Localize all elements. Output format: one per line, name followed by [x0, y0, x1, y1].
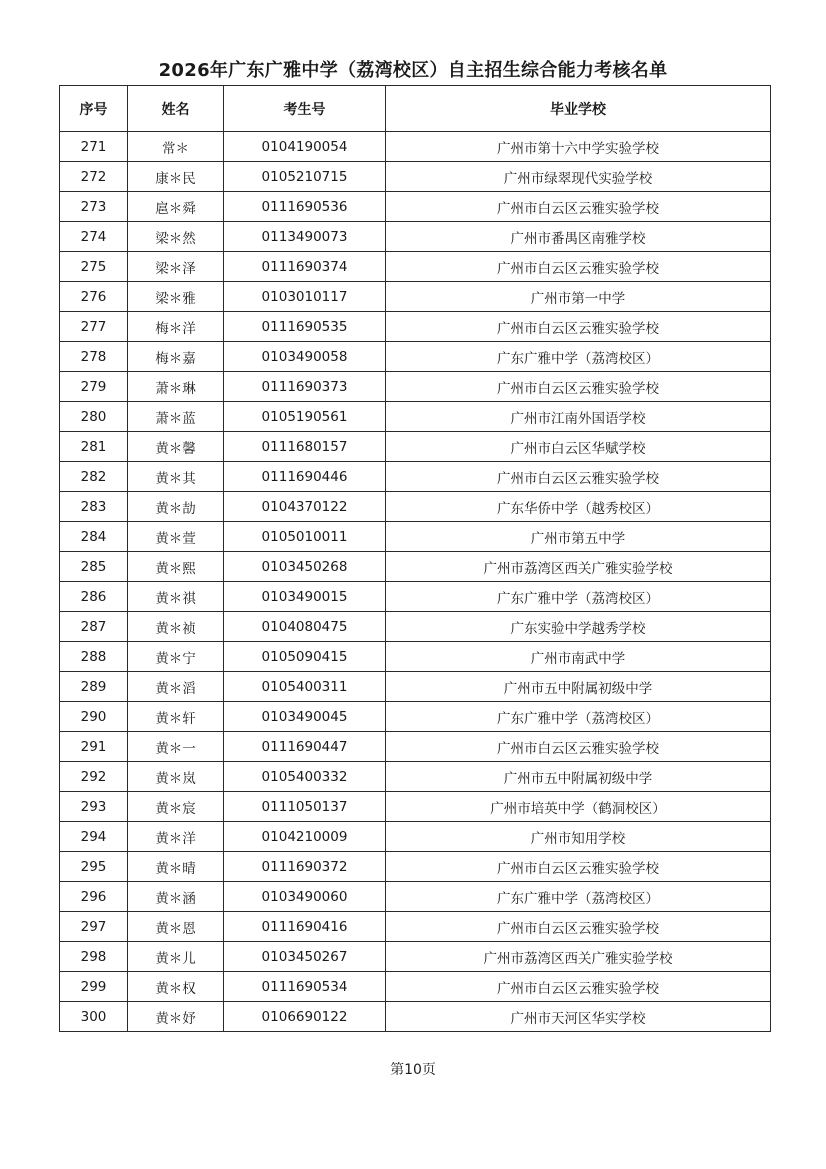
cell-seq: 284 [60, 522, 128, 552]
cell-seq: 299 [60, 972, 128, 1002]
cell-name: 黄＊劼 [128, 492, 224, 522]
table-row [60, 282, 771, 312]
cell-exam-id: 0111690372 [224, 852, 386, 882]
cell-school: 广州市白云区云雅实验学校 [386, 462, 771, 492]
cell-seq: 297 [60, 912, 128, 942]
cell-seq: 282 [60, 462, 128, 492]
table-header [60, 86, 771, 132]
cell-name: 梁＊然 [128, 222, 224, 252]
cell-school: 广州市南武中学 [386, 642, 771, 672]
cell-school: 广州市白云区云雅实验学校 [386, 192, 771, 222]
table-row [60, 402, 771, 432]
cell-name: 萧＊蓝 [128, 402, 224, 432]
cell-exam-id: 0105010011 [224, 522, 386, 552]
cell-seq: 277 [60, 312, 128, 342]
cell-name: 梅＊嘉 [128, 342, 224, 372]
cell-seq: 271 [60, 132, 128, 162]
cell-school: 广州市五中附属初级中学 [386, 762, 771, 792]
table-row [60, 462, 771, 492]
table-row [60, 642, 771, 672]
table-row [60, 132, 771, 162]
cell-school: 广州市白云区云雅实验学校 [386, 972, 771, 1002]
table-row [60, 222, 771, 252]
cell-exam-id: 0105190561 [224, 402, 386, 432]
table-row [60, 192, 771, 222]
cell-exam-id: 0111050137 [224, 792, 386, 822]
cell-seq: 298 [60, 942, 128, 972]
cell-exam-id: 0111690447 [224, 732, 386, 762]
cell-exam-id: 0111690535 [224, 312, 386, 342]
cell-name: 黄＊祯 [128, 612, 224, 642]
table-row [60, 582, 771, 612]
cell-seq: 290 [60, 702, 128, 732]
cell-seq: 294 [60, 822, 128, 852]
cell-school: 广州市知用学校 [386, 822, 771, 852]
cell-school: 广州市第五中学 [386, 522, 771, 552]
cell-seq: 287 [60, 612, 128, 642]
cell-seq: 291 [60, 732, 128, 762]
cell-name: 康＊民 [128, 162, 224, 192]
table-row [60, 162, 771, 192]
cell-name: 梁＊雅 [128, 282, 224, 312]
cell-school: 广州市培英中学（鹤洞校区） [386, 792, 771, 822]
cell-seq: 293 [60, 792, 128, 822]
cell-exam-id: 0103490060 [224, 882, 386, 912]
cell-seq: 280 [60, 402, 128, 432]
cell-exam-id: 0113490073 [224, 222, 386, 252]
cell-exam-id: 0111690534 [224, 972, 386, 1002]
cell-seq: 296 [60, 882, 128, 912]
cell-name: 黄＊馨 [128, 432, 224, 462]
cell-exam-id: 0103490058 [224, 342, 386, 372]
cell-school: 广东实验中学越秀学校 [386, 612, 771, 642]
cell-exam-id: 0105400311 [224, 672, 386, 702]
cell-name: 黄＊一 [128, 732, 224, 762]
cell-school: 广东广雅中学（荔湾校区） [386, 882, 771, 912]
cell-name: 黄＊晴 [128, 852, 224, 882]
cell-name: 梅＊洋 [128, 312, 224, 342]
header-name: 姓名 [128, 86, 224, 132]
table-row [60, 732, 771, 762]
cell-name: 黄＊熙 [128, 552, 224, 582]
cell-exam-id: 0105400332 [224, 762, 386, 792]
cell-seq: 274 [60, 222, 128, 252]
cell-seq: 273 [60, 192, 128, 222]
cell-seq: 286 [60, 582, 128, 612]
table-row [60, 312, 771, 342]
cell-school: 广州市白云区华赋学校 [386, 432, 771, 462]
table-body [60, 132, 771, 1032]
table-row [60, 942, 771, 972]
cell-school: 广东广雅中学（荔湾校区） [386, 342, 771, 372]
table-row [60, 252, 771, 282]
header-seq: 序号 [60, 86, 128, 132]
cell-name: 黄＊祺 [128, 582, 224, 612]
page-number: 第10页 [390, 1062, 436, 1078]
cell-seq: 300 [60, 1002, 128, 1032]
header-row [60, 86, 771, 132]
table-row [60, 372, 771, 402]
cell-exam-id: 0104370122 [224, 492, 386, 522]
table-row [60, 492, 771, 522]
cell-exam-id: 0104080475 [224, 612, 386, 642]
cell-name: 黄＊涵 [128, 882, 224, 912]
cell-school: 广州市第十六中学实验学校 [386, 132, 771, 162]
table-row [60, 912, 771, 942]
cell-school: 广州市白云区云雅实验学校 [386, 912, 771, 942]
cell-name: 黄＊恩 [128, 912, 224, 942]
cell-exam-id: 0103490015 [224, 582, 386, 612]
cell-exam-id: 0111690416 [224, 912, 386, 942]
cell-school: 广州市白云区云雅实验学校 [386, 312, 771, 342]
cell-exam-id: 0103010117 [224, 282, 386, 312]
cell-name: 黄＊宸 [128, 792, 224, 822]
cell-school: 广州市绿翠现代实验学校 [386, 162, 771, 192]
cell-seq: 279 [60, 372, 128, 402]
table-row [60, 522, 771, 552]
cell-school: 广州市白云区云雅实验学校 [386, 372, 771, 402]
header-exam-id: 考生号 [224, 86, 386, 132]
cell-exam-id: 0103490045 [224, 702, 386, 732]
table-row [60, 552, 771, 582]
cell-name: 扈＊舜 [128, 192, 224, 222]
cell-name: 梁＊泽 [128, 252, 224, 282]
cell-exam-id: 0111680157 [224, 432, 386, 462]
cell-seq: 278 [60, 342, 128, 372]
cell-school: 广东华侨中学（越秀校区） [386, 492, 771, 522]
table-row [60, 1002, 771, 1032]
cell-name: 黄＊其 [128, 462, 224, 492]
table-row [60, 672, 771, 702]
table-row [60, 612, 771, 642]
cell-exam-id: 0111690536 [224, 192, 386, 222]
table-row [60, 852, 771, 882]
cell-school: 广州市天河区华实学校 [386, 1002, 771, 1032]
cell-school: 广州市白云区云雅实验学校 [386, 732, 771, 762]
cell-school: 广州市荔湾区西关广雅实验学校 [386, 552, 771, 582]
cell-school: 广东广雅中学（荔湾校区） [386, 582, 771, 612]
cell-seq: 292 [60, 762, 128, 792]
cell-exam-id: 0103450268 [224, 552, 386, 582]
cell-name: 黄＊萱 [128, 522, 224, 552]
cell-exam-id: 0111690446 [224, 462, 386, 492]
cell-school: 广州市白云区云雅实验学校 [386, 252, 771, 282]
cell-school: 广州市白云区云雅实验学校 [386, 852, 771, 882]
table-row [60, 702, 771, 732]
cell-exam-id: 0105090415 [224, 642, 386, 672]
cell-name: 黄＊轩 [128, 702, 224, 732]
cell-seq: 276 [60, 282, 128, 312]
table-row [60, 432, 771, 462]
cell-name: 黄＊宁 [128, 642, 224, 672]
table-row [60, 342, 771, 372]
cell-name: 黄＊岚 [128, 762, 224, 792]
cell-name: 萧＊琳 [128, 372, 224, 402]
cell-name: 黄＊权 [128, 972, 224, 1002]
cell-seq: 285 [60, 552, 128, 582]
cell-name: 黄＊洋 [128, 822, 224, 852]
cell-seq: 281 [60, 432, 128, 462]
table-row [60, 972, 771, 1002]
cell-name: 黄＊滔 [128, 672, 224, 702]
document-title: 2026年广东广雅中学（荔湾校区）自主招生综合能力考核名单 [158, 60, 668, 81]
cell-seq: 283 [60, 492, 128, 522]
cell-exam-id: 0105210715 [224, 162, 386, 192]
cell-seq: 272 [60, 162, 128, 192]
header-school: 毕业学校 [386, 86, 771, 132]
cell-exam-id: 0104190054 [224, 132, 386, 162]
cell-seq: 295 [60, 852, 128, 882]
cell-name: 黄＊妤 [128, 1002, 224, 1032]
cell-exam-id: 0104210009 [224, 822, 386, 852]
cell-name: 黄＊儿 [128, 942, 224, 972]
cell-school: 广州市江南外国语学校 [386, 402, 771, 432]
cell-exam-id: 0111690373 [224, 372, 386, 402]
table-row [60, 822, 771, 852]
cell-school: 广州市番禺区南雅学校 [386, 222, 771, 252]
table-row [60, 792, 771, 822]
cell-exam-id: 0103450267 [224, 942, 386, 972]
table-row [60, 882, 771, 912]
cell-seq: 275 [60, 252, 128, 282]
roster-table [59, 85, 771, 1032]
cell-name: 常＊ [128, 132, 224, 162]
cell-exam-id: 0106690122 [224, 1002, 386, 1032]
table-row [60, 762, 771, 792]
cell-school: 广州市五中附属初级中学 [386, 672, 771, 702]
cell-school: 广东广雅中学（荔湾校区） [386, 702, 771, 732]
cell-seq: 289 [60, 672, 128, 702]
cell-seq: 288 [60, 642, 128, 672]
cell-school: 广州市荔湾区西关广雅实验学校 [386, 942, 771, 972]
cell-school: 广州市第一中学 [386, 282, 771, 312]
cell-exam-id: 0111690374 [224, 252, 386, 282]
